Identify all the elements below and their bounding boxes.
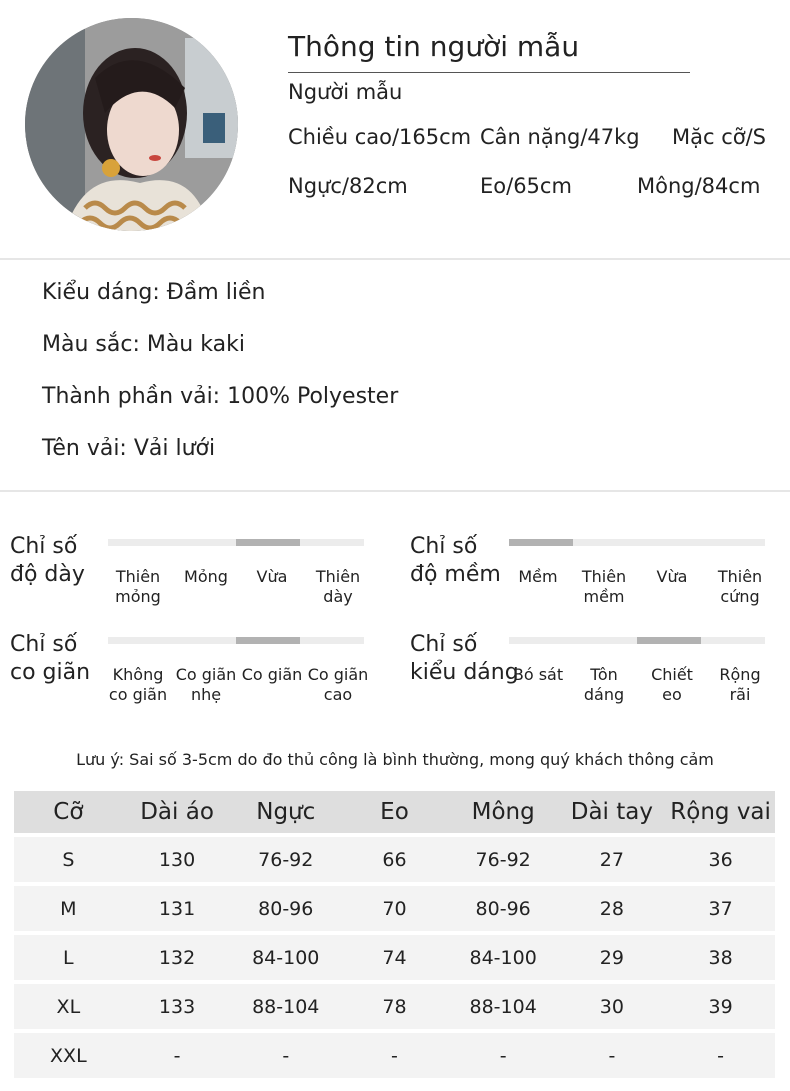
table-cell: - — [666, 1033, 775, 1078]
gauge-option-label: Tôn dáng — [583, 665, 625, 704]
table-cell: 80-96 — [231, 886, 340, 931]
size-table-header-cell: Dài tay — [558, 791, 667, 833]
table-row — [14, 935, 775, 980]
table-cell: 84-100 — [449, 935, 558, 980]
gauge-selected-marker — [236, 539, 300, 546]
gauge-title — [410, 533, 501, 589]
table-cell: 88-104 — [449, 984, 558, 1029]
table-cell: - — [558, 1033, 667, 1078]
table-cell: S — [14, 837, 123, 882]
size-table-header-cell: Eo — [340, 791, 449, 833]
table-cell: - — [340, 1033, 449, 1078]
gauge-bar — [108, 637, 364, 644]
model-waist: Eo/65cm — [480, 174, 572, 198]
table-cell: 30 — [558, 984, 667, 1029]
table-row — [14, 1033, 775, 1078]
model-photo — [25, 18, 238, 231]
table-cell: 131 — [123, 886, 232, 931]
size-table-body — [14, 837, 775, 1078]
size-table-header-cell: Ngực — [231, 791, 340, 833]
table-cell: 78 — [340, 984, 449, 1029]
gauge-title-line2: co giãn — [10, 660, 91, 685]
size-table — [14, 787, 775, 1082]
table-cell: 130 — [123, 837, 232, 882]
gauge-option-label: Thiên cứng — [717, 567, 763, 606]
gauge-option-label: Co giãn — [241, 665, 303, 684]
table-row — [14, 837, 775, 882]
gauge-selected-marker — [509, 539, 573, 546]
model-size: Mặc cỡ/S — [672, 125, 767, 149]
size-table-header — [14, 791, 775, 833]
gauge-option-label: Co giãn nhẹ — [175, 665, 237, 704]
gauge-option-label: Bó sát — [512, 665, 564, 684]
gauge-selected-marker — [637, 637, 701, 644]
gauge-title — [410, 631, 519, 687]
gauge-option-label: Chiết eo — [651, 665, 693, 704]
model-bust: Ngực/82cm — [288, 174, 408, 198]
table-cell: 70 — [340, 886, 449, 931]
gauge-bar — [509, 539, 765, 546]
table-cell: 28 — [558, 886, 667, 931]
gauge-title-line2: độ dày — [10, 562, 85, 587]
gauge-option-label: Thiên mỏng — [115, 567, 161, 606]
section-divider — [0, 258, 790, 260]
table-cell: 27 — [558, 837, 667, 882]
title-underline — [288, 72, 690, 73]
gauge-title — [10, 533, 85, 589]
table-cell: XL — [14, 984, 123, 1029]
product-style: Kiểu dáng: Đầm liền — [42, 280, 266, 305]
gauge-option-label: Rộng rãi — [719, 665, 761, 704]
table-cell: 39 — [666, 984, 775, 1029]
table-cell: 80-96 — [449, 886, 558, 931]
table-cell: 66 — [340, 837, 449, 882]
gauge-option-label: Không co giãn — [108, 665, 168, 704]
table-cell: - — [231, 1033, 340, 1078]
gauge-title-line1: Chỉ số — [10, 534, 78, 559]
gauge-option-label: Co giãn cao — [307, 665, 369, 704]
gauge-title-line1: Chỉ số — [410, 534, 478, 559]
table-cell: 88-104 — [231, 984, 340, 1029]
size-table-header-cell: Dài áo — [123, 791, 232, 833]
size-table-header-cell: Mông — [449, 791, 558, 833]
gauge-title-line1: Chỉ số — [410, 632, 478, 657]
model-portrait-image — [25, 18, 238, 231]
size-table-header-cell: Rộng vai — [666, 791, 775, 833]
table-cell: 37 — [666, 886, 775, 931]
table-cell: XXL — [14, 1033, 123, 1078]
model-hip: Mông/84cm — [637, 174, 761, 198]
gauge-title-line2: kiểu dáng — [410, 660, 519, 685]
table-cell: 76-92 — [231, 837, 340, 882]
product-fabric-name: Tên vải: Vải lưới — [42, 436, 216, 461]
product-color: Màu sắc: Màu kaki — [42, 332, 245, 357]
table-row — [14, 886, 775, 931]
model-subtitle: Người mẫu — [288, 80, 403, 104]
table-cell: 74 — [340, 935, 449, 980]
gauge-option-label: Thiên dày — [315, 567, 361, 606]
gauge-option-label: Mềm — [518, 567, 558, 586]
gauge-selected-marker — [236, 637, 300, 644]
gauge-title-line1: Chỉ số — [10, 632, 78, 657]
table-cell: - — [123, 1033, 232, 1078]
table-cell: - — [449, 1033, 558, 1078]
gauge-option-label: Thiên mềm — [581, 567, 627, 606]
gauge-title — [10, 631, 90, 687]
gauge-option-label: Vừa — [656, 567, 688, 586]
gauge-title-line2: độ mềm — [410, 562, 501, 587]
measurement-note: Lưu ý: Sai số 3-5cm do đo thủ công là bình thường, mong quý khách thông cảm — [76, 750, 714, 769]
table-cell: 84-100 — [231, 935, 340, 980]
table-cell: L — [14, 935, 123, 980]
table-cell: 29 — [558, 935, 667, 980]
model-height: Chiều cao/165cm — [288, 125, 472, 149]
size-table-header-cell: Cỡ — [14, 791, 123, 833]
model-info-title: Thông tin người mẫu — [288, 30, 580, 63]
gauge-option-label: Vừa — [256, 567, 288, 586]
gauge-bar — [509, 637, 765, 644]
gauge-bar — [108, 539, 364, 546]
table-cell: 133 — [123, 984, 232, 1029]
table-cell: 132 — [123, 935, 232, 980]
model-weight: Cân nặng/47kg — [480, 125, 640, 149]
table-cell: 76-92 — [449, 837, 558, 882]
gauge-option-label: Mỏng — [184, 567, 228, 586]
table-row — [14, 984, 775, 1029]
product-fabric-composition: Thành phần vải: 100% Polyester — [42, 384, 399, 409]
section-divider — [0, 490, 790, 492]
table-cell: M — [14, 886, 123, 931]
table-cell: 38 — [666, 935, 775, 980]
table-cell: 36 — [666, 837, 775, 882]
